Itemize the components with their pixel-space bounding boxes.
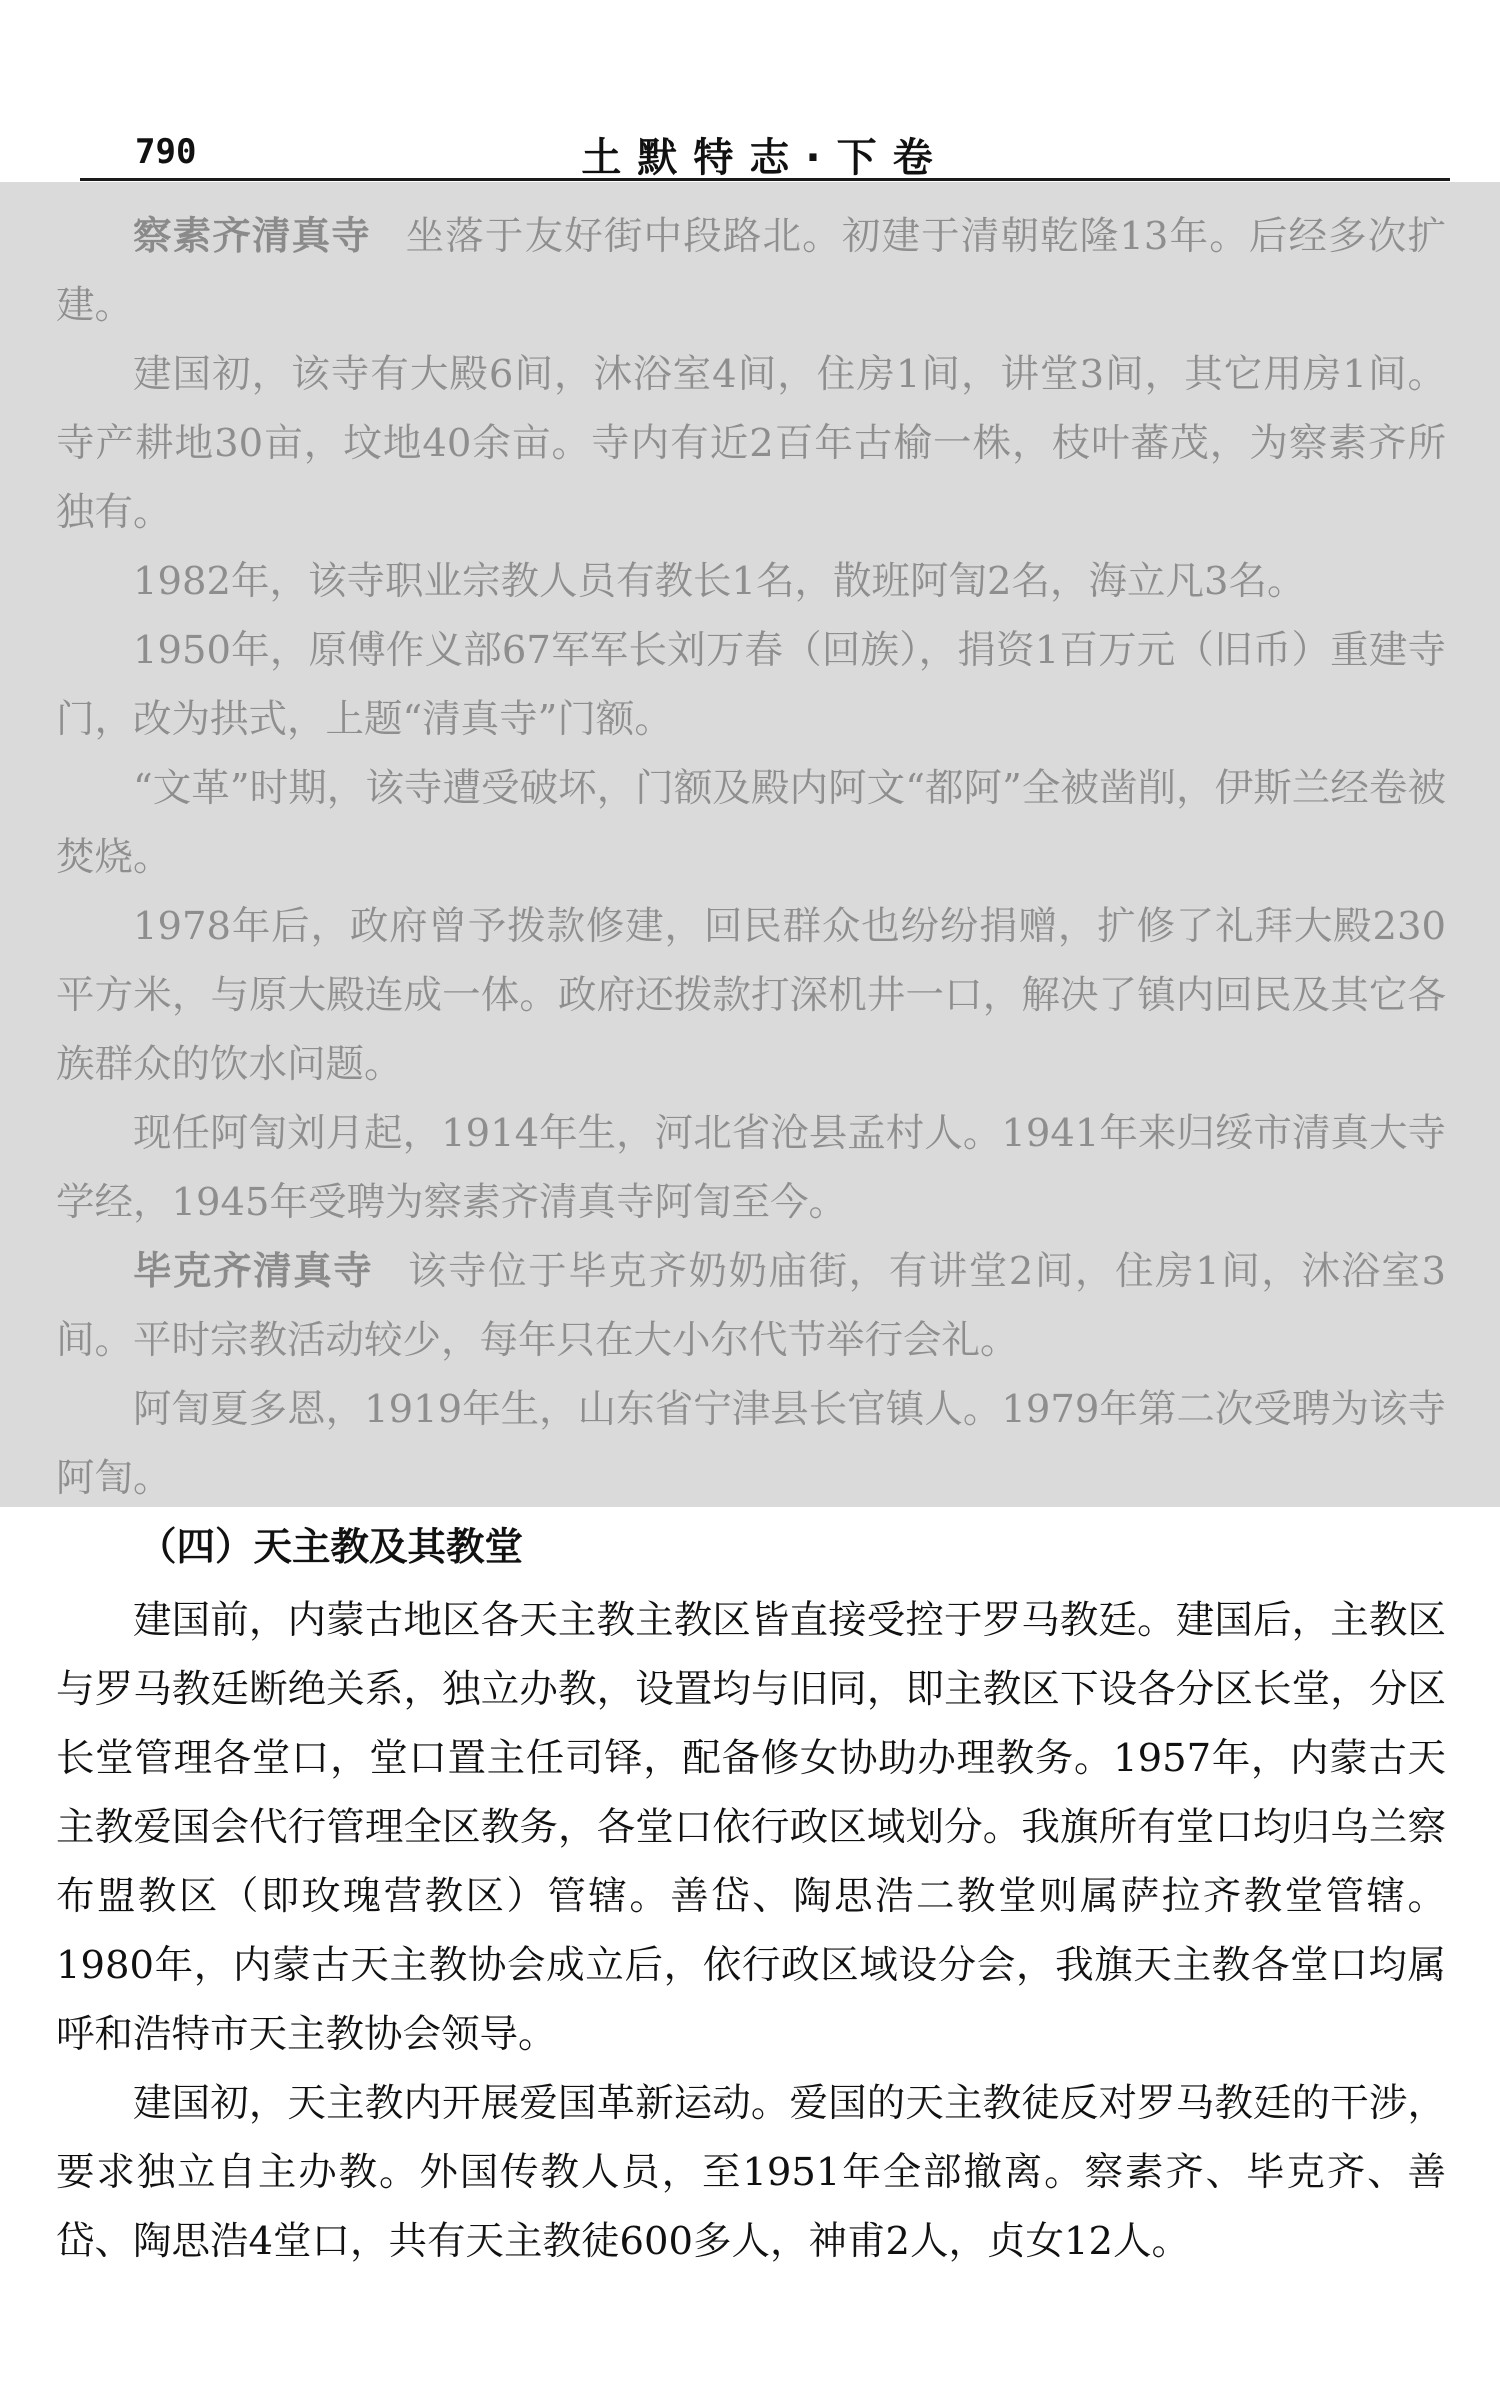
entry-title: 察素齐清真寺	[133, 214, 371, 259]
catholic-section	[56, 1512, 1446, 2276]
highlighted-text-block	[56, 202, 1446, 1513]
paragraph-text: 该寺位于毕克齐奶奶庙街，有讲堂2间，住房1间，沐浴室3间。平时宗教活动较少，每年只在大小尔代节举行会礼。	[56, 1249, 1446, 1363]
paragraph-text: 1982年，该寺职业宗教人员有教长1名，散班阿訇2名，海立凡3名。	[133, 559, 1306, 604]
page-header	[80, 108, 1450, 181]
paragraph	[56, 547, 1446, 616]
entry-title: 毕克齐清真寺	[133, 1249, 374, 1294]
paragraph-text: “文革”时期，该寺遭受破坏，门额及殿内阿文“都阿”全被凿削，伊斯兰经卷被焚烧。	[56, 766, 1446, 880]
paragraph	[56, 754, 1446, 892]
catholic-section-body	[56, 1586, 1446, 2276]
section-heading: （四）天主教及其教堂	[138, 1525, 524, 1570]
paragraph-text: 1978年后，政府曾予拨款修建，回民群众也纷纷捐赠，扩修了礼拜大殿230平方米，与原大殿连成一体。政府还拨款打深机井一口，解决了镇内回民及其它各族群众的饮水问题。	[56, 904, 1446, 1087]
paragraph-text: 建国初，该寺有大殿6间，沐浴室4间，住房1间，讲堂3间，其它用房1间。寺产耕地30亩，坟地40余亩。寺内有近2百年古榆一株，枝叶蕃茂，为察素齐所独有。	[56, 352, 1446, 535]
paragraph-text: 现任阿訇刘月起，1914年生，河北省沧县孟村人。1941年来归绥市清真大寺学经，1945年受聘为察素齐清真寺阿訇至今。	[56, 1111, 1446, 1225]
paragraph	[56, 340, 1446, 547]
paragraph	[56, 616, 1446, 754]
paragraph	[56, 202, 1446, 340]
paragraph	[56, 1375, 1446, 1513]
paragraph-text: 坐落于友好街中段路北。初建于清朝乾隆13年。后经多次扩建。	[56, 214, 1446, 328]
paragraph	[56, 1099, 1446, 1237]
paragraph	[56, 892, 1446, 1099]
running-title: 土默特志·下卷	[581, 135, 949, 181]
paragraph: 建国前，内蒙古地区各天主教主教区皆直接受控于罗马教廷。建国后，主教区与罗马教廷断绝关系，独立办教，设置均与旧同，即主教区下设各分区长堂，分区长堂管理各堂口，堂口置主任司铎，配备修女协助办理教务。1957年，内蒙古天主教爱国会代行管理全区教务，各堂口依行政区域划分。我旗所有堂口均归乌兰察布盟教区（即玫瑰营教区）管辖。善岱、陶思浩二教堂则属萨拉齐教堂管辖。1980年，内蒙古天主教协会成立后，依行政区域设分会，我旗天主教各堂口均属呼和浩特市天主教协会领导。	[56, 1598, 1446, 2057]
paragraph-text: 1950年，原傅作义部67军军长刘万春（回族），捐资1百万元（旧币）重建寺门，改为拱式，上题“清真寺”门额。	[56, 628, 1446, 742]
highlighted-region	[0, 182, 1500, 1507]
paragraph: 建国初，天主教内开展爱国革新运动。爱国的天主教徒反对罗马教廷的干涉，要求独立自主办教。外国传教人员，至1951年全部撤离。察素齐、毕克齐、善岱、陶思浩4堂口，共有天主教徒600多人，神甫2人，贞女12人。	[56, 2081, 1446, 2264]
page-number: 790	[135, 132, 197, 172]
paragraph-text: 阿訇夏多恩，1919年生，山东省宁津县长官镇人。1979年第二次受聘为该寺阿訇。	[56, 1387, 1446, 1501]
paragraph	[56, 1237, 1446, 1375]
